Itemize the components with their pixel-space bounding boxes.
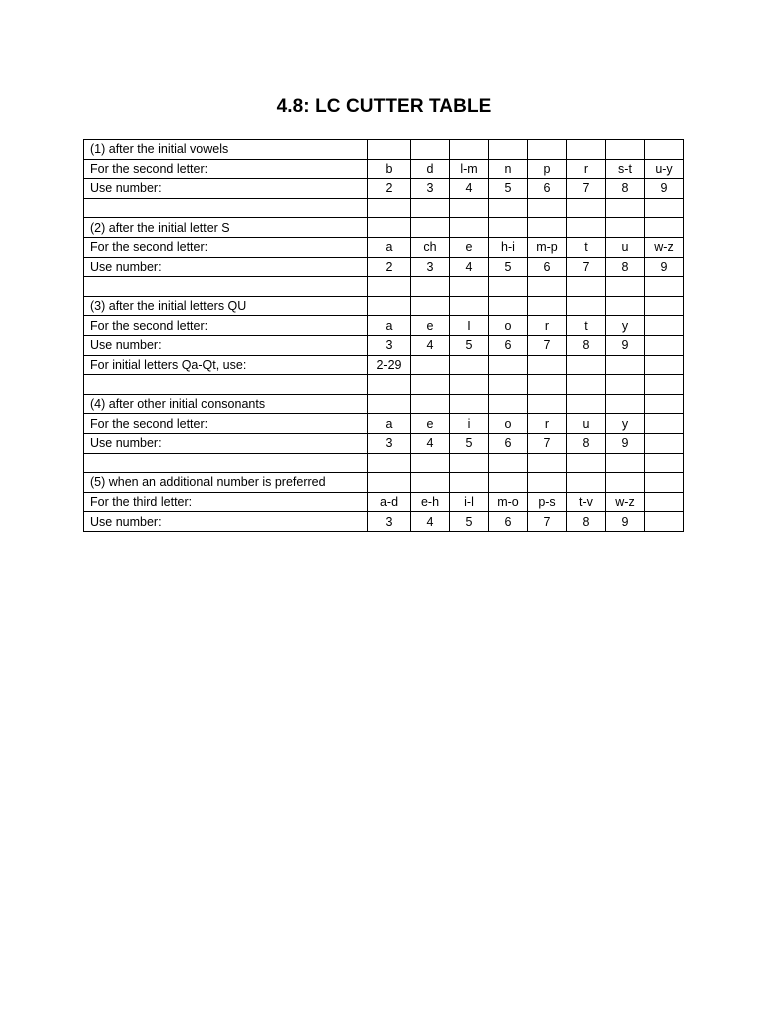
table-cell [489, 394, 528, 414]
table-cell [411, 453, 450, 473]
table-cell [606, 296, 645, 316]
table-cell: 3 [368, 335, 411, 355]
table-row [84, 453, 684, 473]
table-cell: 8 [567, 335, 606, 355]
table-cell [450, 375, 489, 395]
table-cell: 3 [368, 512, 411, 532]
row-label: Use number: [84, 512, 368, 532]
table-row [84, 355, 684, 375]
table-cell [450, 140, 489, 160]
table-cell: l-m [450, 159, 489, 179]
table-cell: m-o [489, 492, 528, 512]
table-cell: ch [411, 237, 450, 257]
table-cell [606, 140, 645, 160]
table-cell [645, 277, 684, 297]
table-row [84, 140, 684, 160]
table-cell: w-z [606, 492, 645, 512]
table-cell [411, 296, 450, 316]
table-cell [368, 277, 411, 297]
table-cell [567, 453, 606, 473]
row-label [84, 453, 368, 473]
table-row [84, 335, 684, 355]
table-cell: 7 [528, 512, 567, 532]
row-label: For the third letter: [84, 492, 368, 512]
table-cell: 6 [528, 179, 567, 199]
table-cell: r [567, 159, 606, 179]
table-cell: e [411, 316, 450, 336]
table-cell [450, 198, 489, 218]
table-cell [450, 218, 489, 238]
table-cell [645, 198, 684, 218]
table-cell: b [368, 159, 411, 179]
table-row [84, 473, 684, 493]
table-row [84, 433, 684, 453]
table-cell [645, 316, 684, 336]
table-cell [411, 198, 450, 218]
table-cell: p-s [528, 492, 567, 512]
row-label: For the second letter: [84, 414, 368, 434]
table-cell [606, 218, 645, 238]
table-cell [411, 473, 450, 493]
table-cell: y [606, 316, 645, 336]
table-cell [606, 277, 645, 297]
table-cell [528, 198, 567, 218]
table-cell [567, 218, 606, 238]
table-cell: w-z [645, 237, 684, 257]
table-cell [368, 140, 411, 160]
table-cell: u [567, 414, 606, 434]
row-label: Use number: [84, 433, 368, 453]
table-cell [606, 473, 645, 493]
table-cell: 5 [489, 179, 528, 199]
table-cell [489, 277, 528, 297]
table-cell: d [411, 159, 450, 179]
table-cell [411, 277, 450, 297]
table-cell: 4 [450, 257, 489, 277]
table-cell [528, 277, 567, 297]
table-row [84, 316, 684, 336]
table-cell: 5 [450, 512, 489, 532]
table-cell [489, 140, 528, 160]
table-cell [645, 433, 684, 453]
table-cell [645, 473, 684, 493]
table-cell: h-i [489, 237, 528, 257]
table-cell: 6 [489, 335, 528, 355]
table-cell: t [567, 237, 606, 257]
table-cell: 5 [489, 257, 528, 277]
table-cell [606, 394, 645, 414]
table-row [84, 237, 684, 257]
table-cell: 3 [411, 179, 450, 199]
table-cell: s-t [606, 159, 645, 179]
table-cell: 9 [606, 512, 645, 532]
table-cell [411, 140, 450, 160]
table-cell [645, 492, 684, 512]
row-label: (5) when an additional number is preferred [84, 473, 368, 493]
table-row [84, 414, 684, 434]
table-cell: u-y [645, 159, 684, 179]
table-cell: o [489, 414, 528, 434]
table-row [84, 218, 684, 238]
table-row [84, 296, 684, 316]
table-cell: o [489, 316, 528, 336]
table-cell [489, 355, 528, 375]
table-cell [489, 198, 528, 218]
table-cell [489, 218, 528, 238]
table-cell: 6 [528, 257, 567, 277]
table-row [84, 375, 684, 395]
row-label: Use number: [84, 257, 368, 277]
table-cell [645, 218, 684, 238]
row-label: (3) after the initial letters QU [84, 296, 368, 316]
row-label: (1) after the initial vowels [84, 140, 368, 160]
table-cell [567, 198, 606, 218]
row-label [84, 375, 368, 395]
table-cell [411, 394, 450, 414]
table-row [84, 512, 684, 532]
table-cell: 9 [606, 335, 645, 355]
table-cell [411, 375, 450, 395]
table-cell [567, 355, 606, 375]
table-cell: i [450, 414, 489, 434]
table-cell: 8 [606, 257, 645, 277]
table-cell: 2 [368, 257, 411, 277]
row-label: Use number: [84, 335, 368, 355]
table-cell [567, 296, 606, 316]
table-cell: u [606, 237, 645, 257]
table-cell [450, 473, 489, 493]
row-label [84, 277, 368, 297]
table-cell [567, 375, 606, 395]
table-cell: 4 [411, 512, 450, 532]
table-cell: 7 [528, 335, 567, 355]
row-label: For initial letters Qa-Qt, use: [84, 355, 368, 375]
table-cell [450, 355, 489, 375]
table-cell: 7 [567, 257, 606, 277]
table-cell: 9 [606, 433, 645, 453]
table-cell [606, 453, 645, 473]
table-cell [528, 375, 567, 395]
table-cell [645, 394, 684, 414]
table-cell [489, 296, 528, 316]
table-cell [606, 198, 645, 218]
table-cell: a [368, 237, 411, 257]
table-cell: 2 [368, 179, 411, 199]
cutter-table [83, 139, 684, 532]
table-cell: m-p [528, 237, 567, 257]
table-cell [368, 296, 411, 316]
table-cell: 5 [450, 433, 489, 453]
table-cell [567, 473, 606, 493]
table-cell: r [528, 316, 567, 336]
table-cell: e [411, 414, 450, 434]
table-cell: 6 [489, 512, 528, 532]
row-label [84, 198, 368, 218]
table-cell [606, 375, 645, 395]
table-cell [528, 296, 567, 316]
table-cell [645, 140, 684, 160]
table-cell: t [567, 316, 606, 336]
table-cell [645, 355, 684, 375]
table-cell [489, 473, 528, 493]
table-cell: 4 [450, 179, 489, 199]
table-cell [450, 453, 489, 473]
table-cell [528, 355, 567, 375]
table-row [84, 492, 684, 512]
table-cell: 7 [567, 179, 606, 199]
table-cell [450, 296, 489, 316]
table-cell: 6 [489, 433, 528, 453]
table-cell: i-l [450, 492, 489, 512]
table-cell [368, 453, 411, 473]
table-cell: 5 [450, 335, 489, 355]
table-cell: 8 [567, 433, 606, 453]
table-cell: I [450, 316, 489, 336]
table-cell: a [368, 414, 411, 434]
table-cell [489, 453, 528, 473]
table-cell [411, 218, 450, 238]
row-label: Use number: [84, 179, 368, 199]
table-cell [368, 473, 411, 493]
table-row [84, 257, 684, 277]
table-cell [645, 453, 684, 473]
table-cell [645, 335, 684, 355]
table-cell: 9 [645, 179, 684, 199]
table-cell: 9 [645, 257, 684, 277]
table-cell: 8 [567, 512, 606, 532]
table-cell [450, 394, 489, 414]
table-cell [528, 453, 567, 473]
row-label: For the second letter: [84, 316, 368, 336]
table-cell [528, 394, 567, 414]
table-cell: 2-29 [368, 355, 411, 375]
table-row [84, 159, 684, 179]
table-cell: r [528, 414, 567, 434]
table-cell [567, 394, 606, 414]
table-row [84, 277, 684, 297]
table-cell [368, 394, 411, 414]
table-cell: n [489, 159, 528, 179]
table-cell: 3 [411, 257, 450, 277]
table-cell: p [528, 159, 567, 179]
cutter-table-body [84, 140, 684, 532]
table-cell: 7 [528, 433, 567, 453]
table-cell [411, 355, 450, 375]
table-cell: 4 [411, 335, 450, 355]
table-cell: e-h [411, 492, 450, 512]
table-cell [489, 375, 528, 395]
table-row [84, 179, 684, 199]
table-cell [645, 512, 684, 532]
table-cell [528, 140, 567, 160]
table-cell: 8 [606, 179, 645, 199]
table-cell [645, 375, 684, 395]
table-cell [450, 277, 489, 297]
table-cell [567, 140, 606, 160]
table-cell: e [450, 237, 489, 257]
table-cell: 3 [368, 433, 411, 453]
table-cell: a [368, 316, 411, 336]
table-cell [645, 296, 684, 316]
table-row [84, 198, 684, 218]
table-cell: 4 [411, 433, 450, 453]
table-cell [645, 414, 684, 434]
table-cell: t-v [567, 492, 606, 512]
table-cell [368, 218, 411, 238]
table-cell [368, 198, 411, 218]
table-cell [528, 218, 567, 238]
row-label: For the second letter: [84, 237, 368, 257]
table-cell [368, 375, 411, 395]
table-cell [606, 355, 645, 375]
table-cell: y [606, 414, 645, 434]
row-label: (4) after other initial consonants [84, 394, 368, 414]
page-title: 4.8: LC CUTTER TABLE [276, 96, 492, 117]
table-cell [528, 473, 567, 493]
row-label: (2) after the initial letter S [84, 218, 368, 238]
row-label: For the second letter: [84, 159, 368, 179]
table-cell: a-d [368, 492, 411, 512]
table-row [84, 394, 684, 414]
table-cell [567, 277, 606, 297]
